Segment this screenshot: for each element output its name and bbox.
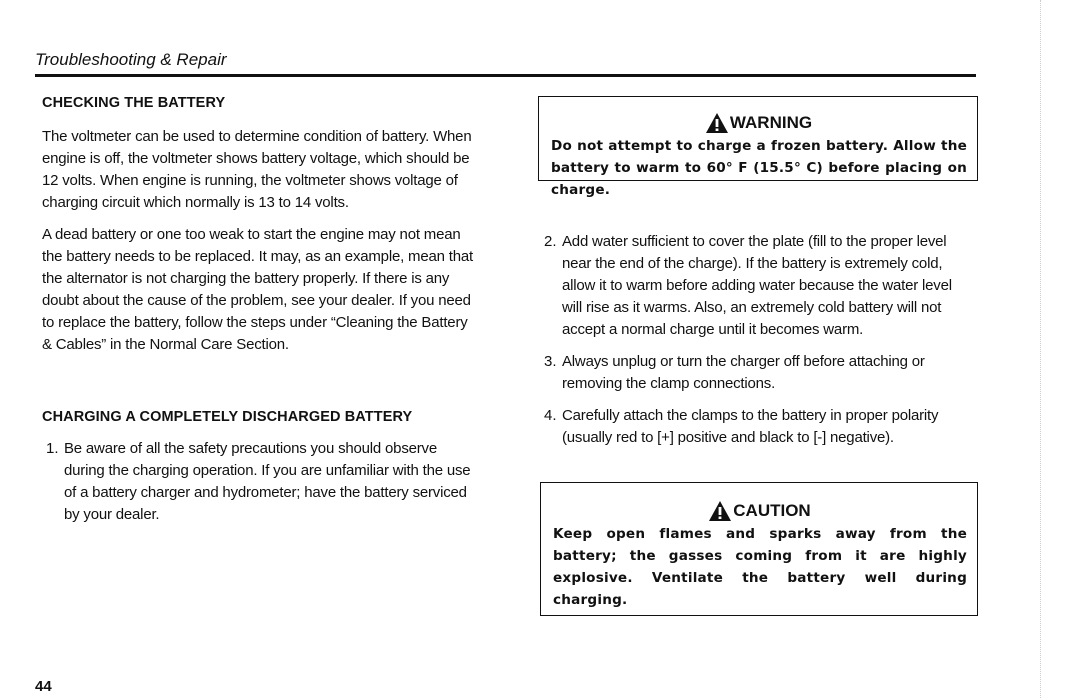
step-number: 4. xyxy=(544,407,557,424)
paragraph-voltmeter: The voltmeter can be used to determine condition of battery. When engine is off, the voltmeter shows battery voltage, which should be 12 volts. When engine is running, the voltmeter shows voltage of charging circuit which normally is 13 to 14 volts. xyxy=(42,128,472,211)
warning-title: WARNING xyxy=(729,113,813,132)
steps-list xyxy=(538,231,964,449)
caution-box xyxy=(540,482,978,616)
heading-checking-battery: CHECKING THE BATTERY xyxy=(42,95,226,111)
header-rule xyxy=(35,74,976,77)
step-number: 2. xyxy=(544,233,557,250)
step-text: Add water sufficient to cover the plate (fill to the proper level near the end of the charge). If the battery is extremely cold, allow it to warm before adding water because the water level will rise as it warms. Also, an extremely cold battery will not accept a normal charge until it becomes warm. xyxy=(562,233,952,338)
right-column xyxy=(538,96,978,449)
warning-text: Do not attempt to charge a frozen battery. Allow the battery to warm to 60° F (15.5° C) before placing on charge. xyxy=(551,138,967,198)
page-number: 44 xyxy=(35,678,52,695)
warning-header xyxy=(551,113,967,133)
paragraph-dead-battery: A dead battery or one too weak to start the engine may not mean the battery needs to be replaced. It may, as an example, mean that the alternator is not charging the battery properly. If there is any doubt about the cause of the problem, see your dealer. If you need to replace the battery, follow the steps under “Cleaning the Battery & Cables” in the Normal Care Section. xyxy=(42,226,473,353)
section-title: Troubleshooting & Repair xyxy=(35,50,227,69)
list-item xyxy=(544,405,964,449)
caution-title: CAUTION xyxy=(733,501,811,520)
warning-triangle-icon xyxy=(706,113,728,133)
heading-charging-battery: CHARGING A COMPLETELY DISCHARGED BATTERY xyxy=(42,409,413,425)
page-edge xyxy=(1040,0,1042,698)
warning-box xyxy=(538,96,978,198)
step-text: Carefully attach the clamps to the battery in proper polarity (usually red to [+] positive and black to [-] negative). xyxy=(562,407,939,446)
warning-triangle-icon xyxy=(709,501,731,521)
step-number: 3. xyxy=(544,353,557,370)
list-item xyxy=(544,231,964,341)
step-text: Always unplug or turn the charger off before attaching or removing the clamp connections. xyxy=(562,353,925,392)
left-column xyxy=(42,93,477,526)
caution-header xyxy=(553,501,967,521)
step-text: Be aware of all the safety precautions you should observe during the charging operation. If you are unfamiliar with the use of a battery charger and hydrometer; have the battery serviced by your dealer. xyxy=(64,440,471,523)
list-item xyxy=(544,351,964,395)
list-item xyxy=(42,438,477,526)
caution-text: Keep open flames and sparks away from the battery; the gasses coming from it are highly explosive. Ventilate the battery well during charging. xyxy=(553,526,967,608)
step-number: 1. xyxy=(46,440,59,457)
